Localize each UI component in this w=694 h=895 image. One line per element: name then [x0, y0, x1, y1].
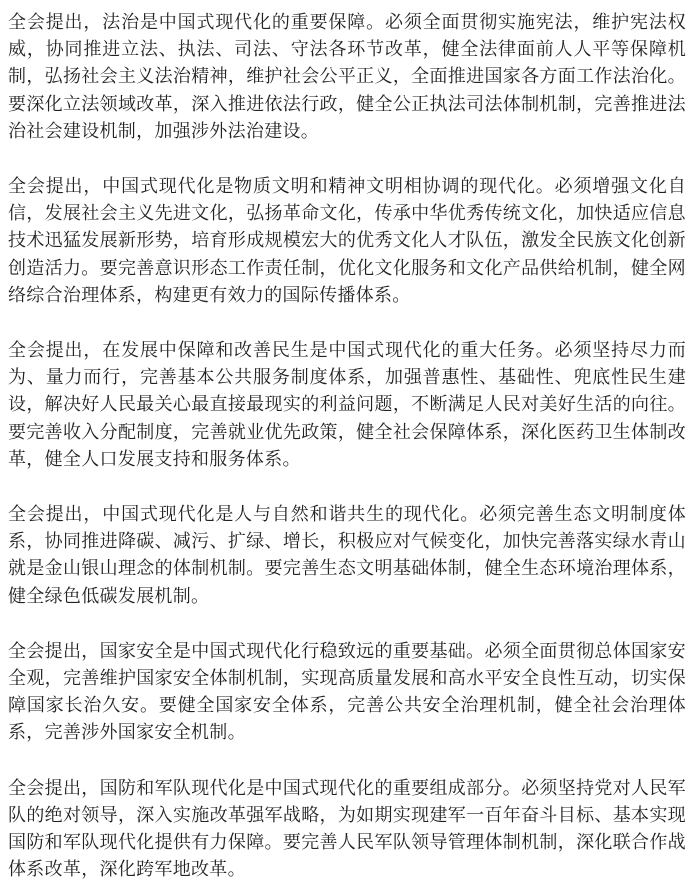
- paragraph-1: 全会提出，法治是中国式现代化的重要保障。必须全面贯彻实施宪法，维护宪法权威，协同推进立法、执法、司法、守法各环节改革，健全法律面前人人平等保障机制，弘扬社会主义法治精神，维护社会公平正义，全面推进国家各方面工作法治化。要深化立法领域改革，深入推进依法行政，健全公正执法司法体制机制，完善推进法治社会建设机制，加强涉外法治建设。: [8, 12, 686, 141]
- paragraph-3: 全会提出，在发展中保障和改善民生是中国式现代化的重大任务。必须坚持尽力而为、量力而行，完善基本公共服务制度体系，加强普惠性、基础性、兜底性民生建设，解决好人民最关心最直接最现实的利益问题，不断满足人民对美好生活的向往。要完善收入分配制度，完善就业优先政策，健全社会保障体系，深化医药卫生体制改革，健全人口发展支持和服务体系。: [8, 340, 686, 469]
- paragraph-2: 全会提出，中国式现代化是物质文明和精神文明相协调的现代化。必须增强文化自信，发展社会主义先进文化，弘扬革命文化，传承中华优秀传统文化，加快适应信息技术迅猛发展新形势，培育形成规模宏大的优秀文化人才队伍，激发全民族文化创新创造活力。要完善意识形态工作责任制，优化文化服务和文化产品供给机制，健全网络综合治理体系，构建更有效力的国际传播体系。: [8, 176, 686, 305]
- paragraph-6: 全会提出，国防和军队现代化是中国式现代化的重要组成部分。必须坚持党对人民军队的绝对领导，深入实施改革强军战略，为如期实现建军一百年奋斗目标、基本实现国防和军队现代化提供有力保障。要完善人民军队领导管理体制机制，深化联合作战体系改革，深化跨军地改革。: [8, 777, 686, 880]
- paragraph-4: 全会提出，中国式现代化是人与自然和谐共生的现代化。必须完善生态文明制度体系，协同推进降碳、减污、扩绿、增长，积极应对气候变化，加快完善落实绿水青山就是金山银山理念的体制机制。要完善生态文明基础体制，健全生态环境治理体系，健全绿色低碳发展机制。: [8, 504, 686, 606]
- paragraph-5: 全会提出，国家安全是中国式现代化行稳致远的重要基础。必须全面贯彻总体国家安全观，完善维护国家安全体制机制，实现高质量发展和高水平安全良性互动，切实保障国家长治久安。要健全国家安全体系，完善公共安全治理机制，健全社会治理体系，完善涉外国家安全机制。: [8, 640, 686, 743]
